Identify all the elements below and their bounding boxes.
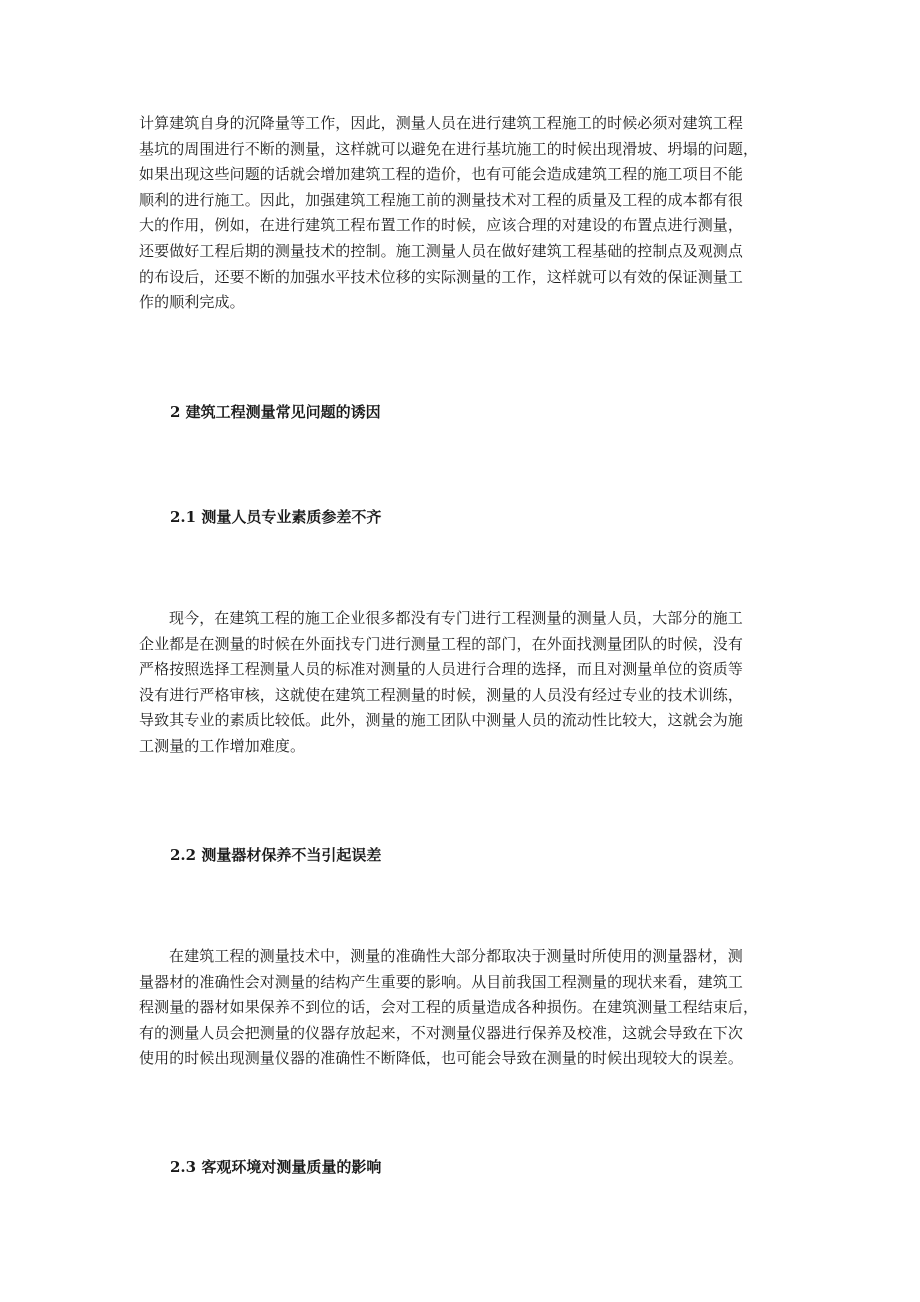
paragraph-line: 有的测量人员会把测量的仪器存放起来，不对测量仪器进行保养及校准，这就会导致在下次 [139,1023,744,1042]
section-heading-2-2: 2.2 测量器材保养不当引起误差 [170,846,382,864]
paragraph-line: 量器材的准确性会对测量的结构产生重要的影响。从目前我国工程测量的现状来看，建筑工 [139,972,744,991]
paragraph-line: 如果出现这些问题的话就会增加建筑工程的造价，也有可能会造成建筑工程的施工项目不能 [139,165,744,184]
paragraph-line: 的布设后，还要不断的加强水平技术位移的实际测量的工作，这样就可以有效的保证测量工 [139,267,744,286]
paragraph-line: 严格按照选择工程测量人员的标准对测量的人员进行合理的选择，而且对测量单位的资质等 [139,660,744,679]
paragraph-line: 程测量的器材如果保养不到位的话，会对工程的质量造成各种损伤。在建筑测量工程结束后， [139,998,759,1017]
paragraph-line: 没有进行严格审核，这就使在建筑工程测量的时候，测量的人员没有经过专业的技术训练， [139,685,744,704]
paragraph-staff-quality [139,606,791,760]
section-heading-2-1: 2.1 测量人员专业素质参差不齐 [170,508,382,526]
paragraph-line: 基坑的周围进行不断的测量，这样就可以避免在进行基坑施工的时候出现滑坡、坍塌的问题， [139,139,759,158]
paragraph-line: 现今，在建筑工程的施工企业很多都没有专门进行工程测量的测量人员，大部分的施工 [169,609,743,627]
section-heading-2-3: 2.3 客观环境对测量质量的影响 [170,1158,382,1176]
paragraph-line: 在建筑工程的测量技术中，测量的准确性大部分都取决于测量时所使用的测量器材，测 [169,947,743,965]
paragraph-line: 作的顺利完成。 [139,293,245,312]
paragraph-line: 计算建筑自身的沉降量等工作，因此，测量人员在进行建筑工程施工的时候必须对建筑工程 [139,114,744,132]
paragraph-equipment [139,944,791,1072]
paragraph-line: 企业都是在测量的时候在外面找专门进行测量工程的部门，在外面找测量团队的时候，没有 [139,634,744,653]
paragraph-line: 大的作用，例如，在进行建筑工程布置工作的时候，应该合理的对建设的布置点进行测量， [139,216,744,235]
paragraph-line: 顺利的进行施工。因此，加强建筑工程施工前的测量技术对工程的质量及工程的成本都有很 [139,190,744,209]
paragraph-line: 导致其专业的素质比较低。此外，测量的施工团队中测量人员的流动性比较大，这就会为施 [139,711,744,730]
paragraph-intro [139,111,791,316]
paragraph-line: 工测量的工作增加难度。 [139,736,306,755]
paragraph-line: 还要做好工程后期的测量技术的控制。施工测量人员在做好建筑工程基础的控制点及观测点 [139,241,744,260]
section-heading-2: 2 建筑工程测量常见问题的诱因 [170,403,381,421]
paragraph-line: 使用的时候出现测量仪器的准确性不断降低，也可能会导致在测量的时候出现较大的误差。 [139,1049,744,1068]
